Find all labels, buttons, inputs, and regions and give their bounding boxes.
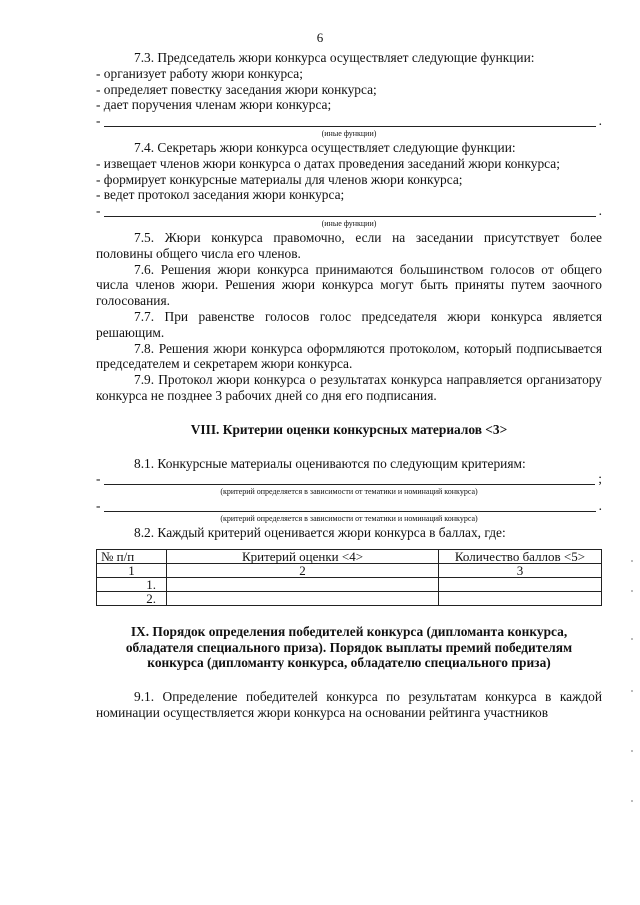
criterion-caption: (критерий определяется в зависимости от тематики и номинаций конкурса)	[220, 487, 478, 497]
table-cell: 2	[167, 563, 439, 577]
blank-end: .	[598, 113, 602, 129]
table-cell	[439, 591, 602, 605]
table-cell	[167, 591, 439, 605]
clause-9-1: 9.1. Определение победителей конкурса по результатам конкурса в каждой номинации осуществляется жюри конкурса на основании рейтинга участников	[96, 689, 602, 720]
clause-7-3-item: - дает поручения членам жюри конкурса;	[96, 97, 332, 113]
table-header-row	[97, 549, 602, 563]
blank-dash: -	[96, 471, 101, 487]
blank-fill-line	[96, 113, 602, 129]
clause-7-4-item: - ведет протокол заседания жюри конкурса;	[96, 187, 345, 203]
table-cell	[167, 577, 439, 591]
section-9-heading: IX. Порядок определения победителей конкурса (дипломанта конкурса, обладателя специального приза). Порядок выплаты премий победителям конкурса (дипломанту конкурса, обладателю специального приза)	[125, 623, 573, 671]
blank-underline	[104, 114, 595, 127]
clause-8-1: 8.1. Конкурсные материалы оцениваются по следующим критериям:	[134, 455, 526, 471]
criterion-fill-line	[96, 471, 602, 487]
blank-underline	[104, 204, 595, 217]
table-cell	[439, 577, 602, 591]
blank-underline	[104, 472, 595, 485]
page-number: 6	[316, 30, 324, 45]
blank-end: .	[598, 203, 602, 219]
blank-caption: (иные функции)	[321, 128, 377, 138]
criterion-caption: (критерий определяется в зависимости от тематики и номинаций конкурса)	[220, 513, 478, 523]
clause-8-2: 8.2. Каждый критерий оценивается жюри конкурса в баллах, где:	[134, 524, 506, 540]
clause-7-5: 7.5. Жюри конкурса правомочно, если на заседании присутствует более половины общего числа его членов.	[96, 229, 602, 261]
blank-dash: -	[96, 113, 101, 129]
clause-7-3-item: - определяет повестку заседания жюри конкурса;	[96, 81, 377, 97]
blank-end: ;	[598, 471, 602, 487]
page-content	[96, 50, 602, 721]
clause-7-3-item: - организует работу жюри конкурса;	[96, 65, 303, 81]
scan-specks	[631, 560, 634, 810]
table-cell: 2.	[97, 591, 167, 605]
table-cell: 1	[97, 563, 167, 577]
criterion-fill-line	[96, 498, 602, 514]
clause-7-6: 7.6. Решения жюри конкурса принимаются большинством голосов от общего числа членов жюри. Решения жюри конкурса могут быть приняты путем заочного голосования.	[96, 261, 602, 309]
blank-caption: (иные функции)	[321, 218, 377, 228]
table-cell: 1.	[97, 577, 167, 591]
blank-dash: -	[96, 203, 101, 219]
table-header-cell: № п/п	[97, 549, 167, 563]
blank-dash: -	[96, 498, 101, 514]
clause-7-9: 7.9. Протокол жюри конкурса о результатах конкурса направляется организатору конкурса не позднее 3 рабочих дней со дня его подписания.	[96, 372, 602, 403]
clause-7-8: 7.8. Решения жюри конкурса оформляются протоколом, который подписывается председателем и секретарем жюри конкурса.	[96, 340, 602, 372]
table-row	[97, 577, 602, 591]
blank-underline	[104, 499, 595, 512]
criteria-table	[96, 549, 602, 606]
clause-7-4-intro: 7.4. Секретарь жюри конкурса осуществляет следующие функции:	[134, 139, 516, 155]
blank-fill-line	[96, 203, 602, 219]
section-8-heading: VIII. Критерии оценки конкурсных материалов <3>	[190, 421, 508, 437]
blank-end: .	[598, 498, 602, 514]
clause-7-4-item: - извещает членов жюри конкурса о датах проведения заседаний жюри конкурса;	[96, 155, 560, 171]
table-row	[97, 591, 602, 605]
table-header-cell: Критерий оценки <4>	[167, 549, 439, 563]
clause-7-7: 7.7. При равенстве голосов голос председателя жюри конкурса является решающим.	[96, 308, 602, 340]
table-header-cell: Количество баллов <5>	[439, 549, 602, 563]
clause-7-3-intro: 7.3. Председатель жюри конкурса осуществляет следующие функции:	[134, 50, 535, 65]
table-cell: 3	[439, 563, 602, 577]
clause-7-4-item: - формирует конкурсные материалы для членов жюри конкурса;	[96, 171, 463, 187]
table-row	[97, 563, 602, 577]
